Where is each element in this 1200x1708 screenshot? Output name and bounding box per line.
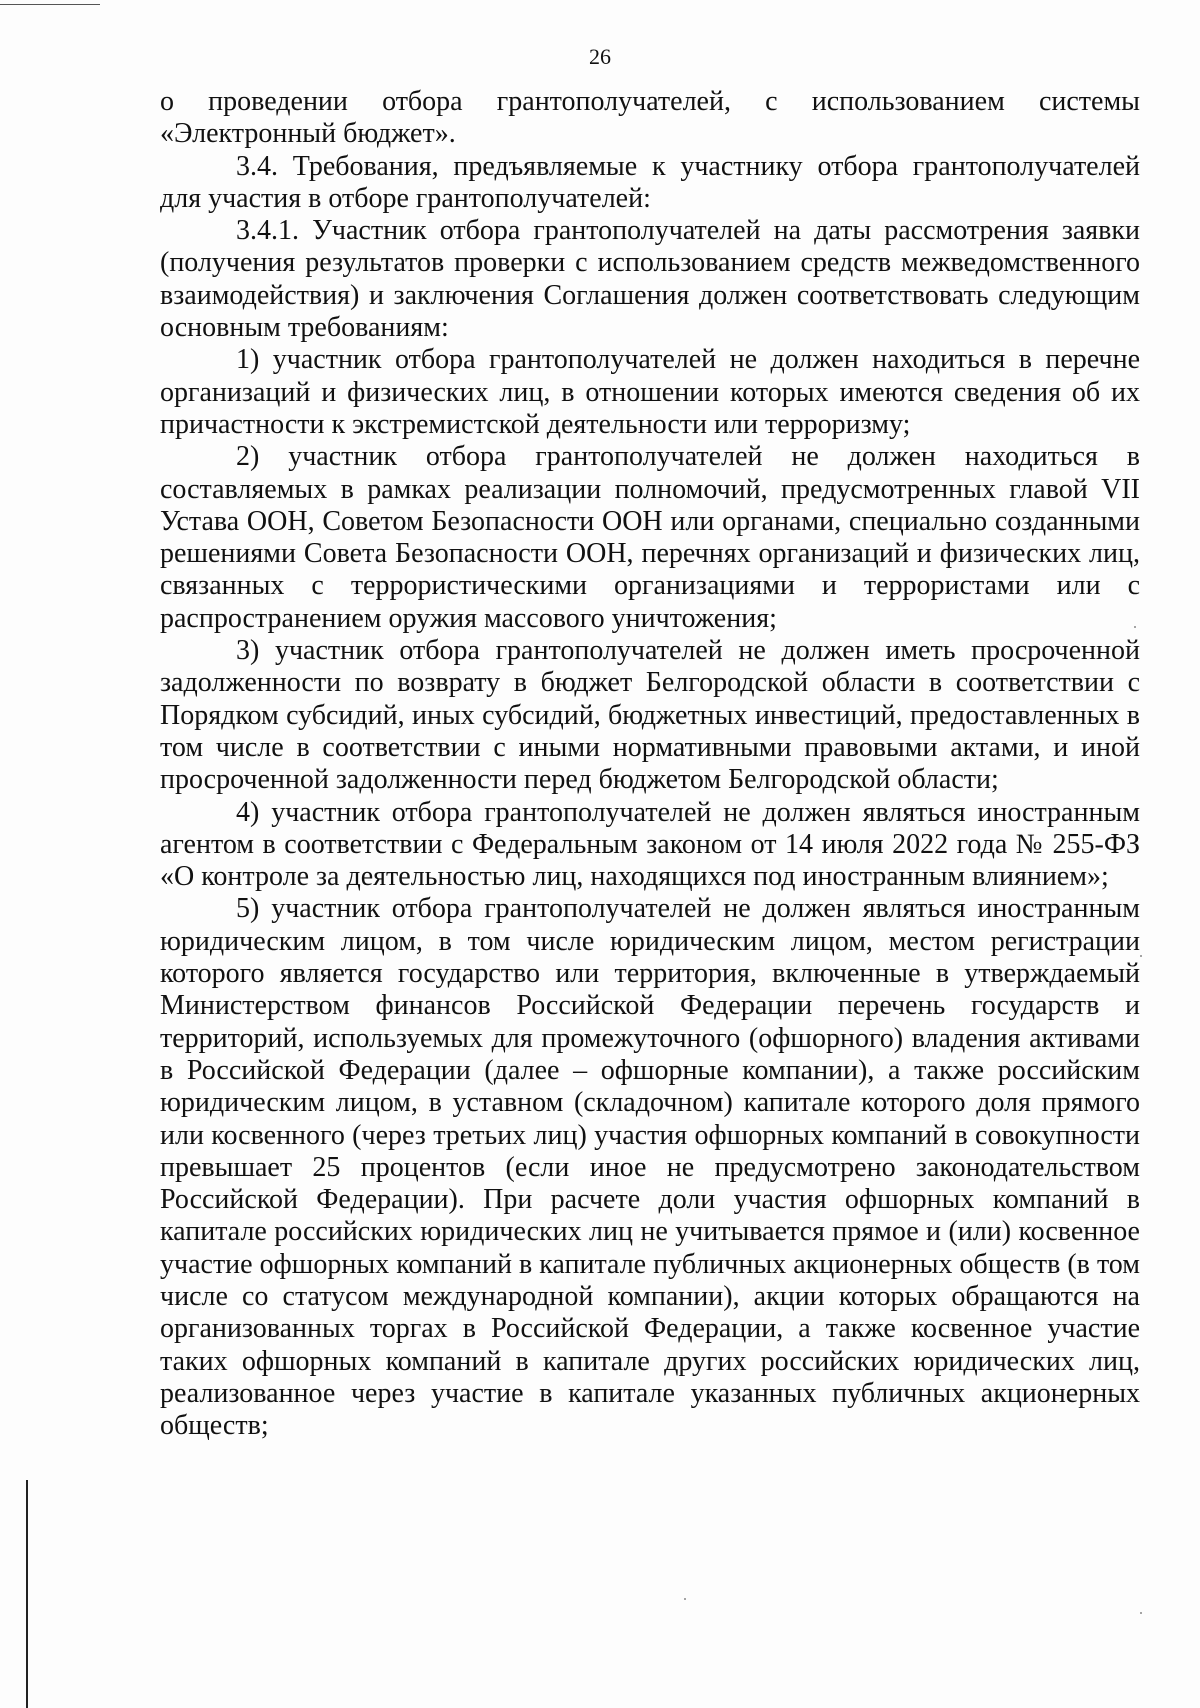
scan-speck	[684, 1598, 686, 1600]
scan-speck	[1140, 1612, 1142, 1614]
scan-binding-line	[26, 1480, 28, 1708]
paragraph-section-3-4: 3.4. Требования, предъявляемые к участнику отбора грантополучателей для участия в отборе грантополучателей:	[160, 150, 1140, 214]
page-number: 26	[589, 44, 611, 69]
scan-edge-mark	[0, 4, 100, 5]
paragraph-continuation: о проведении отбора грантополучателей, с использованием системы «Электронный бюджет».	[160, 86, 1140, 150]
scan-speck	[1140, 955, 1142, 957]
document-body	[160, 86, 1140, 1442]
paragraph-requirement-2: 2) участник отбора грантополучателей не должен находиться в составляемых в рамках реализации полномочий, предусмотренных главой VII Устава ООН, Советом Безопасности ООН или органами, специально созданными решениями Совета Безопасности ООН, перечнях организаций и физических лиц, связанных с террористическими организациями и террористами или с распространением оружия массового уничтожения;	[160, 441, 1140, 634]
paragraph-requirement-3: 3) участник отбора грантополучателей не должен иметь просроченной задолженности по возврату в бюджет Белгородской области в соответствии с Порядком субсидий, иных субсидий, бюджетных инвестиций, предоставленных в том числе в соответствии с иными нормативными правовыми актами, и иной просроченной задолженности перед бюджетом Белгородской области;	[160, 635, 1140, 796]
paragraph-section-3-4-1: 3.4.1. Участник отбора грантополучателей на даты рассмотрения заявки (получения результатов проверки с использованием средств межведомственного взаимодействия) и заключения Соглашения должен соответствовать следующим основным требованиям:	[160, 215, 1140, 344]
paragraph-requirement-1: 1) участник отбора грантополучателей не должен находиться в перечне организаций и физических лиц, в отношении которых имеются сведения об их причастности к экстремистской деятельности или терроризму;	[160, 344, 1140, 440]
paragraph-requirement-4: 4) участник отбора грантополучателей не должен являться иностранным агентом в соответствии с Федеральным законом от 14 июля 2022 года № 255-ФЗ «О контроле за деятельностью лиц, находящихся под иностранным влиянием»;	[160, 796, 1140, 893]
paragraph-requirement-5: 5) участник отбора грантополучателей не должен являться иностранным юридическим лицом, в том числе юридическим лицом, местом регистрации которого является государство или территория, включенные в утверждаемый Министерством финансов Российской Федерации перечень государств и территорий, используемых для промежуточного (офшорного) владения активами в Российской Федерации (далее – офшорные компании), а также российским юридическим лицом, в уставном (складочном) капитале которого доля прямого или косвенного (через третьих лиц) участия офшорных компаний в совокупности превышает 25 процентов (если иное не предусмотрено законодательством Российской Федерации). При расчете доли участия офшорных компаний в капитале российских юридических лиц не учитывается прямое и (или) косвенное участие офшорных компаний в капитале публичных акционерных обществ (в том числе со статусом международной компании), акции которых обращаются на организованных торгах в Российской Федерации, а также косвенное участие таких офшорных компаний в капитале других российских юридических лиц, реализованное через участие в капитале указанных публичных акционерных обществ;	[160, 893, 1140, 1442]
